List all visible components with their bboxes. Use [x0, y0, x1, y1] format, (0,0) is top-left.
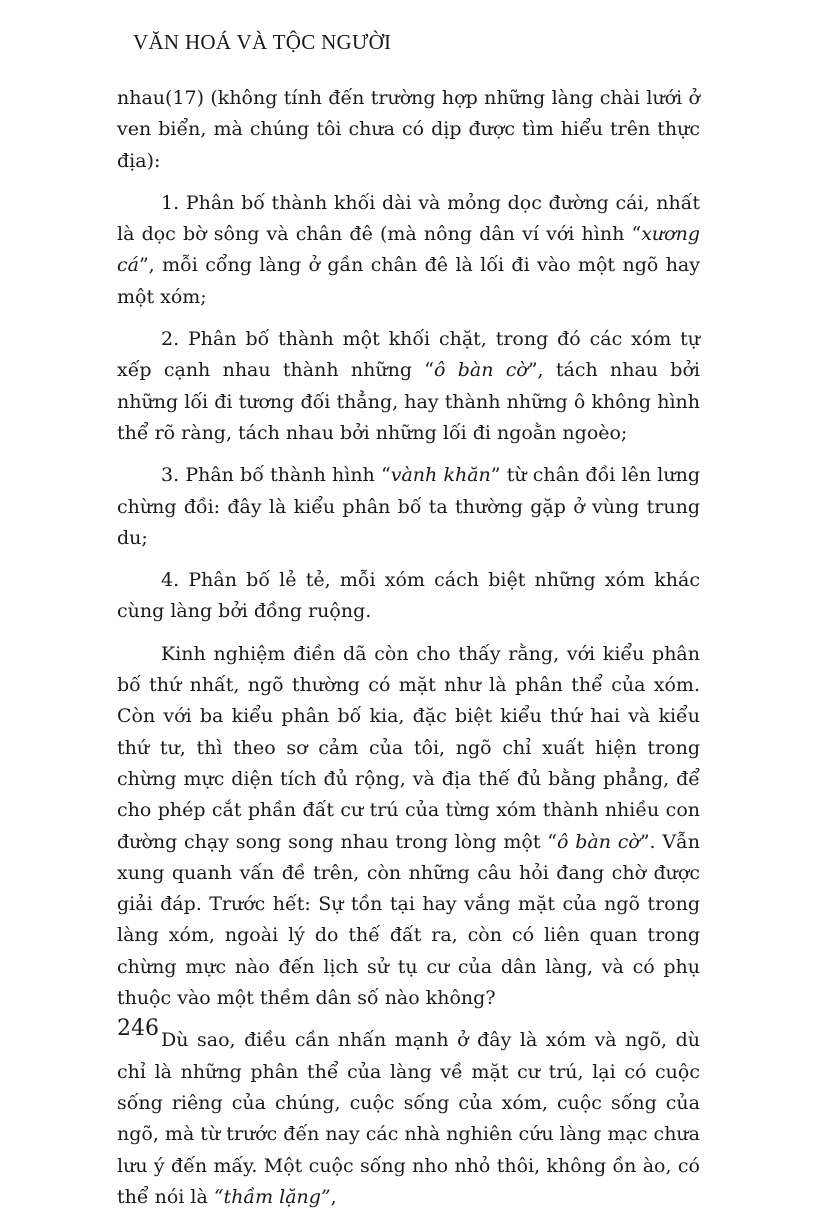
text-run: ,	[330, 1185, 337, 1208]
italic-term: “thầm lặng”	[213, 1185, 331, 1208]
body-text	[117, 83, 700, 1213]
text-run: ”, mỗi cổng làng ở gần chân đê là lối đi vào một ngõ hay một xóm;	[117, 254, 700, 308]
italic-term: vành khăn	[390, 464, 491, 487]
italic-term: ô bàn cờ	[557, 830, 640, 853]
italic-term: xương cá	[117, 223, 700, 277]
text-run: 4. Phân bố lẻ tẻ, mỗi xóm cách biệt những xóm khác cùng làng bởi đồng ruộng.	[117, 569, 700, 623]
text-run: Kinh nghiệm điền dã còn cho thấy rằng, với kiểu phân bố thứ nhất, ngõ thường có mặt như là phân thể của xóm. Còn với ba kiểu phân bố kia, đặc biệt kiểu thứ hai và kiểu thứ tư, thì theo sơ cảm của tôi, ngõ chỉ xuất hiện trong chừng mực diện tích đủ rộng, và địa thế đủ bằng phẳng, để cho phép cắt phần đất cư trú của từng xóm thành nhiều con đường chạy song song nhau trong lòng một “	[117, 642, 700, 853]
paragraph-continuation	[117, 83, 700, 177]
text-run: ”, tách nhau bởi những lối đi tương đối thẳng, hay thành những ô không hình thể rõ ràng, tách nhau bởi những lối đi ngoằn ngoèo;	[117, 359, 700, 444]
paragraph-conclusion	[117, 1025, 700, 1213]
running-header: VĂN HOÁ VÀ TỘC NGƯỜI	[133, 30, 392, 54]
text-run: ” từ chân đồi lên lưng chừng đồi: đây là kiểu phân bố ta thường gặp ở vùng trung du;	[117, 464, 700, 549]
paragraph-item-4	[117, 565, 700, 628]
paragraph-fieldwork	[117, 639, 700, 1015]
text-run: nhau(17) (không tính đến trường hợp những làng chài lưới ở ven biển, mà chúng tôi chưa có dịp được tìm hiểu trên thực địa):	[117, 87, 700, 172]
text-run: 2. Phân bố thành một khối chặt, trong đó các xóm tự xếp cạnh nhau thành những “	[117, 328, 700, 382]
text-run: 3. Phân bố thành hình “	[161, 464, 391, 487]
page-number: 246	[117, 1016, 159, 1041]
paragraph-item-1	[117, 188, 700, 313]
paragraph-item-2	[117, 324, 700, 449]
italic-term: ô bàn cờ	[433, 359, 528, 382]
text-run: 1. Phân bố thành khối dài và mỏng dọc đường cái, nhất là dọc bờ sông và chân đê (mà nông dân ví với hình “	[117, 191, 700, 246]
text-run: Dù sao, điều cần nhấn mạnh ở đây là xóm và ngõ, dù chỉ là những phân thể của làng về mặt cư trú, lại có cuộc sống riêng của chúng, cuộc sống của xóm, cuộc sống của ngõ, mà từ trước đến nay các nhà nghiên cứu làng mạc chưa lưu ý đến mấy. Một cuộc sống nho nhỏ thôi, không ồn ào, có thể nói là	[117, 1029, 700, 1208]
paragraph-item-3	[117, 460, 700, 554]
text-run: ”. Vẫn xung quanh vấn đề trên, còn những câu hỏi đang chờ được giải đáp. Trước hết: Sự tồn tại hay vắng mặt của ngõ trong làng xóm, ngoài lý do thế đất ra, còn có liên quan trong chừng mực nào đến lịch sử tụ cư của dân làng, và có phụ thuộc vào một thềm dân số nào không?	[117, 830, 700, 1010]
